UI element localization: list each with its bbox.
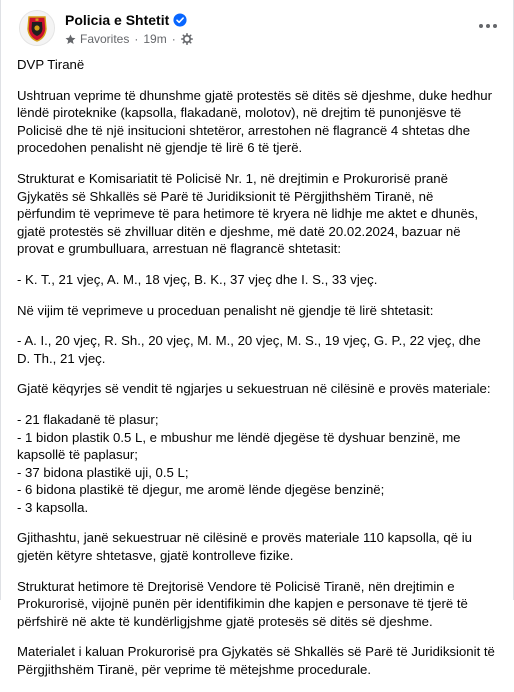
verified-badge-icon <box>173 13 187 27</box>
post-paragraph: Gjatë këqyrjes së vendit të ngjarjes u sekuestruan në cilësinë e provës materiale: <box>17 381 491 397</box>
more-dot <box>486 24 490 28</box>
post-paragraph: Strukturat hetimore të Drejtorisë Vendore të Policisë Tiranë, nën drejtimin e Prokurorisë, vijojnë punën për identifikimin dhe kapjen e personave të tjerë të përfshirë në akte të kundërligjshme gjatë protesës së ditës së djeshme. <box>17 578 468 629</box>
audience-label[interactable]: Favorites <box>80 32 130 46</box>
list-item: - 1 bidon plastik 0.5 L, e mbushur me lëndë djegëse të dyshuar benzinë, me kapsollë të paplasur; <box>17 429 461 463</box>
gear-icon[interactable] <box>181 33 193 45</box>
police-logo-icon <box>20 11 54 45</box>
more-dot <box>479 24 483 28</box>
more-options-icon[interactable] <box>473 14 503 38</box>
page-name[interactable]: Policia e Shtetit <box>65 12 170 28</box>
post-paragraph: Gjithashtu, janë sekuestruar në cilësinë e provës materiale 110 kapsolla, që iu gjetën këtyre shtetasve, gjatë kontrolleve fizike. <box>17 530 472 564</box>
post-body <box>17 56 495 692</box>
post-header <box>19 10 503 50</box>
more-dot <box>493 24 497 28</box>
post-paragraph: Materialet i kaluan Prokurorisë pra Gjykatës së Shkallës së Parë të Juridiksionit të Përgjithshëm Tiranë, për veprime të mëtejshme procedurale. <box>17 644 495 678</box>
post-timestamp[interactable]: 19m <box>143 32 167 46</box>
list-item: - 37 bidona plastikë uji, 0.5 L; <box>17 464 189 480</box>
meta-separator: · <box>134 32 139 46</box>
star-icon <box>65 34 76 45</box>
post-meta <box>65 32 193 46</box>
list-item: - 3 kapsolla. <box>17 499 89 515</box>
post-paragraph: Në vijim të veprimeve u proceduan penalisht në gjendje të lirë shtetasit: <box>17 302 434 318</box>
post-paragraph: Strukturat e Komisariatit të Policisë Nr. 1, në drejtimin e Prokurorisë pranë Gjykatës së Shkallës së Parë të Juridiksionit të Përgjithshëm Tiranë, në përfundim të veprimeve të para hetimore të kryera në lidhje me aktet e dhunës, gjatë protestës së zhvilluar ditën e djeshme, më datë 20.02.2024, bazuar në provat e grumbulluara, arrestuan në flagrancë shtetasit: <box>17 170 479 257</box>
page-avatar[interactable] <box>19 10 55 46</box>
list-item: - 6 bidona plastikë të djegur, me aromë lënde djegëse benzinë; <box>17 482 385 498</box>
post-paragraph: - A. I., 20 vjeç, R. Sh., 20 vjeç, M. M., 20 vjeç, M. S., 19 vjeç, G. P., 22 vjeç, dhe D. Th., 21 vjeç. <box>17 333 481 366</box>
post-paragraph: Ushtruan veprime të dhunshme gjatë protestës së ditës së djeshme, duke hedhur lëndë piroteknike (kapsolla, flakadanë, molotov), në drejtim të punonjësve të Policisë dhe të një insitucioni shtetëror, arrestohen në flagrancë 4 shtetas dhe procedohen penalisht në gjendje të lirë 6 të tjerë. <box>17 87 493 156</box>
list-item: - 21 flakadanë të plasur; <box>17 411 159 427</box>
meta-separator-2: · <box>171 32 176 46</box>
post-paragraph: - K. T., 21 vjeç, A. M., 18 vjeç, B. K., 37 vjeç dhe I. S., 33 vjeç. <box>17 271 378 287</box>
author-row <box>65 12 187 28</box>
evidence-list <box>17 411 495 517</box>
post-paragraph: DVP Tiranë <box>17 57 85 72</box>
